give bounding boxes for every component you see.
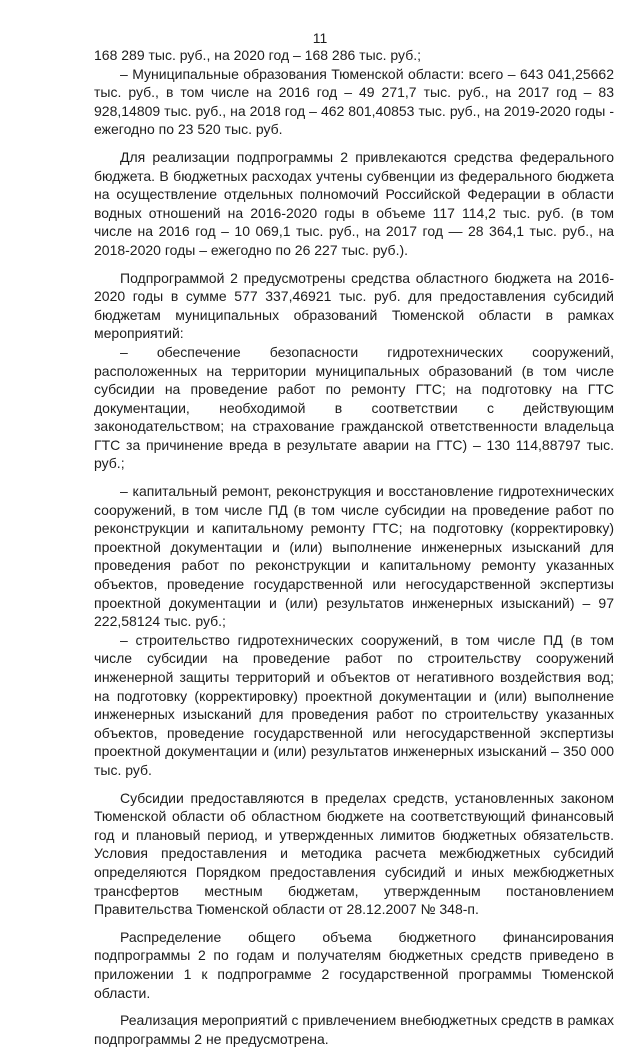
paragraph-budget-continuation: 168 289 тыс. руб., на 2020 год – 168 286 тыс. руб.;: [94, 47, 422, 63]
document-body: [94, 46, 614, 1048]
paragraph-municipalities: – Муниципальные образования Тюменской области: всего – 643 041,25662 тыс. руб., в том числе на 2016 год – 49 271,7 тыс. руб., на 2017 год – 83 928,14809 тыс. руб., на 2018 год – 462 801,40853 тыс. руб., на 2019-2020 годы - ежегодно по 23 520 тыс. руб.: [94, 65, 614, 138]
paragraph-distribution: Распределение общего объема бюджетного финансирования подпрограммы 2 по годам и получателям бюджетных средств приведено в приложении 1 к подпрограмме 2 государственной программы Тюменской области.: [94, 928, 614, 1001]
paragraph-extrabudgetary: Реализация мероприятий с привлечением внебюджетных средств в рамках подпрограммы 2 не предусмотрена.: [94, 1012, 614, 1047]
list-item-safety: – обеспечение безопасности гидротехнических сооружений, расположенных на территории муниципальных образований (в том числе субсидии на проведение работ по ремонту ГТС; на подготовку на ГТС документации, необходимой в соответствии с действующим законодательством; на страхование гражданской ответственности владельца ГТС за причинение вреда в результате аварии на ГТС) – 130 114,88797 тыс. руб.;: [94, 343, 614, 472]
paragraph-regional-budget: Подпрограммой 2 предусмотрены средства областного бюджета на 2016-2020 годы в сумме 577 337,46921 тыс. руб. для предоставления субсидий бюджетам муниципальных образований Тюменской области в рамках мероприятий:: [94, 269, 614, 342]
page-number: 11: [312, 30, 328, 46]
paragraph-subsidies: Субсидии предоставляются в пределах средств, установленных законом Тюменской области об областном бюджете на соответствующий финансовый год и плановый период, и утвержденных лимитов бюджетных обязательств. Условия предоставления и методика расчета межбюджетных субсидий определяются Порядком предоставления субсидий и иных межбюджетных трансфертов местным бюджетам, утвержденным постановлением Правительства Тюменской области от 28.12.2007 № 348-п.: [94, 789, 614, 918]
paragraph-federal-budget: Для реализации подпрограммы 2 привлекаются средства федерального бюджета. В бюджетных расходах учтены субвенции из федерального бюджета на осуществление отдельных полномочий Российской Федерации в области водных отношений на 2016-2020 годы в объеме 117 114,2 тыс. руб. (в том числе на 2016 год – 10 069,1 тыс. руб., на 2017 год — 28 364,1 тыс. руб., на 2018-2020 годы – ежегодно по 26 227 тыс. руб.).: [94, 148, 614, 258]
list-item-construction: – строительство гидротехнических сооружений, в том числе ПД (в том числе субсидии на проведение работ по строительству сооружений инженерной защиты территорий и объектов от негативного воздействия вод; на подготовку (корректировку) проектной документации и (или) выполнение инженерных изысканий для проведения работ по строительству указанных объектов, проведение государственной или негосударственной экспертизы проектной документации и (или) результатов инженерных изысканий – 350 000 тыс. руб.: [94, 631, 614, 778]
list-item-capital-repair: – капитальный ремонт, реконструкция и восстановление гидротехнических сооружений, в том числе ПД (в том числе субсидии на проведение работ по реконструкции и капитальному ремонту ГТС; на подготовку (корректировку) проектной документации и (или) выполнение инженерных изысканий для проведения работ по реконструкции и капитальному ремонту указанных объектов, проведение государственной или негосударственной экспертизы проектной документации и (или) результатов инженерных изысканий) – 97 222,58124 тыс. руб.;: [94, 483, 614, 630]
